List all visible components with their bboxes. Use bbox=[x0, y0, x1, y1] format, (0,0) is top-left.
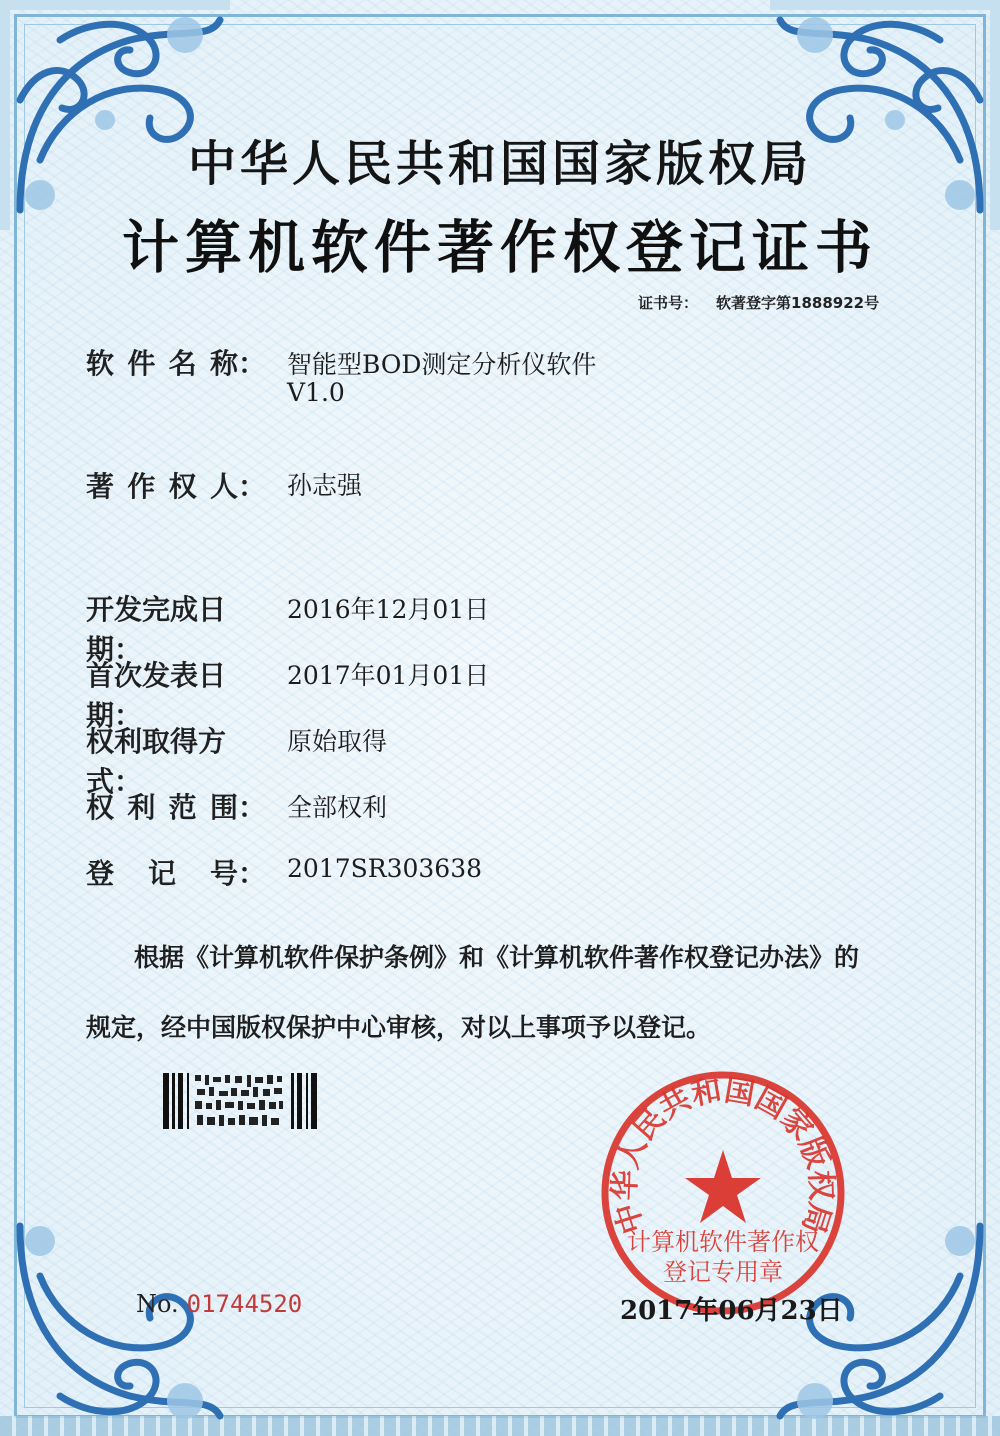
certificate-number-label: 证书号： bbox=[638, 294, 699, 312]
official-seal bbox=[598, 1068, 848, 1318]
serial-number bbox=[136, 1290, 302, 1318]
owner-label: 著 作 权 人： bbox=[86, 470, 266, 503]
issuer-title: 中华人民共和国国家版权局 bbox=[187, 136, 812, 192]
certificate-number bbox=[638, 292, 879, 313]
scope-label: 权 利 范 围： bbox=[86, 791, 266, 824]
legal-statement-line-1: 根据《计算机软件保护条例》和《计算机软件著作权登记办法》的 bbox=[134, 943, 860, 972]
publish-date-value: 2017年01月01日 bbox=[287, 661, 490, 690]
certificate-title: 计算机软件著作权登记证书 bbox=[122, 215, 878, 281]
corner-ornament-top-right bbox=[770, 0, 1000, 230]
seal-inner-line-1: 计算机软件著作权 bbox=[627, 1228, 819, 1256]
completion-date-label: 开发完成日期： bbox=[86, 593, 227, 666]
completion-date-value: 2016年12月01日 bbox=[287, 595, 490, 624]
issue-date: 2017年06月23日 bbox=[620, 1296, 843, 1326]
registration-number-value: 2017SR303638 bbox=[287, 854, 483, 883]
seal-inner-line-2: 登记专用章 bbox=[663, 1258, 783, 1286]
owner-value: 孙志强 bbox=[287, 471, 363, 500]
certificate-number-value: 软著登字第1888922号 bbox=[716, 294, 880, 312]
scope-value: 全部权利 bbox=[287, 793, 388, 822]
barcode bbox=[163, 1073, 323, 1129]
serial-value: 01744520 bbox=[186, 1290, 303, 1318]
legal-statement-line-2: 规定，经中国版权保护中心审核，对以上事项予以登记。 bbox=[86, 1013, 712, 1042]
star-icon bbox=[685, 1150, 761, 1223]
acquisition-label: 权利取得方式： bbox=[86, 725, 227, 798]
publish-date-label: 首次发表日期： bbox=[86, 659, 227, 732]
seal-ring-text: 中华人民共和国国家版权局 bbox=[607, 1072, 839, 1238]
software-version-value: V1.0 bbox=[287, 378, 345, 407]
corner-ornament-bottom-left bbox=[0, 1206, 230, 1436]
registration-number-label: 登 记 号： bbox=[86, 857, 266, 890]
serial-prefix: No. bbox=[136, 1290, 179, 1318]
software-name-label: 软 件 名 称： bbox=[86, 347, 266, 380]
corner-ornament-top-left bbox=[0, 0, 230, 230]
software-name-value: 智能型BOD测定分析仪软件 bbox=[287, 350, 597, 379]
acquisition-value: 原始取得 bbox=[287, 727, 388, 756]
